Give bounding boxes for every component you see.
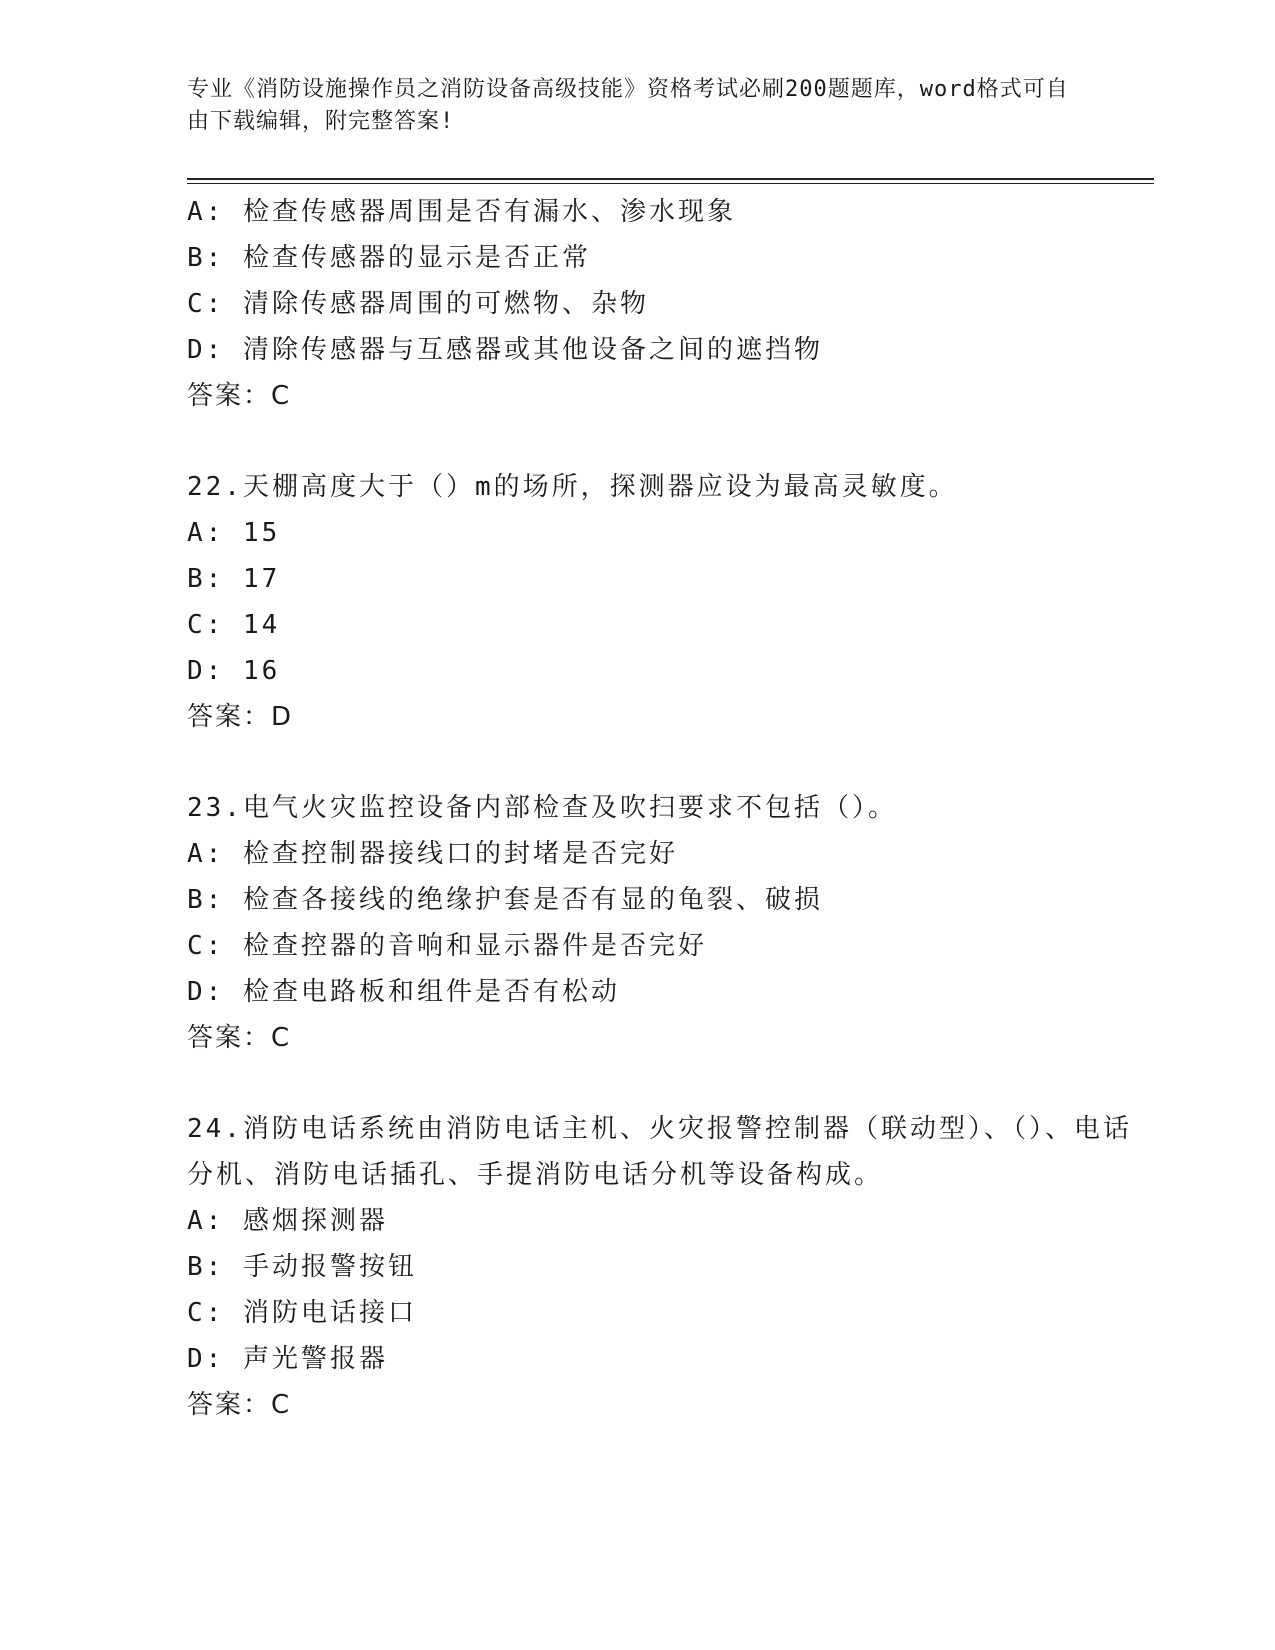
answer: 答案：D [187, 702, 294, 732]
option-d: D: 检查电路板和组件是否有松动 [187, 977, 620, 1007]
question-24 [187, 1106, 1147, 1428]
option-b: B: 检查各接线的绝缘护套是否有显的龟裂、破损 [187, 885, 823, 915]
option-c: C: 检查控器的音响和显示器件是否完好 [187, 931, 707, 961]
question-continued [187, 189, 1147, 419]
option-d: D: 16 [187, 656, 281, 686]
option-c: C: 14 [187, 610, 281, 640]
option-a: A: 感烟探测器 [187, 1206, 388, 1236]
answer: 答案：C [187, 1023, 292, 1053]
option-d: D: 清除传感器与互感器或其他设备之间的遮挡物 [187, 335, 823, 365]
header-rule-thick [187, 178, 1154, 180]
question-text: 22.天棚高度大于（）m的场所，探测器应设为最高灵敏度。 [187, 472, 958, 502]
option-b: B: 检查传感器的显示是否正常 [187, 243, 591, 273]
question-text: 24.消防电话系统由消防电话主机、火灾报警控制器（联动型）、（）、电话分机、消防电话插孔、手提消防电话分机等设备构成。 [187, 1114, 1132, 1190]
option-a: A: 检查控制器接线口的封堵是否完好 [187, 839, 678, 869]
question-list [187, 189, 1147, 1428]
answer: 答案：C [187, 381, 292, 411]
option-b: B: 17 [187, 564, 281, 594]
header-rule-thin [187, 183, 1154, 184]
option-a: A: 检查传感器周围是否有漏水、渗水现象 [187, 197, 736, 227]
option-b: B: 手动报警按钮 [187, 1252, 417, 1282]
option-d: D: 声光警报器 [187, 1344, 388, 1374]
option-c: C: 清除传感器周围的可燃物、杂物 [187, 289, 649, 319]
answer: 答案：C [187, 1390, 292, 1420]
question-text: 23.电气火灾监控设备内部检查及吹扫要求不包括（）。 [187, 793, 897, 823]
option-c: C: 消防电话接口 [187, 1298, 417, 1328]
document-header: 专业《消防设施操作员之消防设备高级技能》资格考试必刷200题题库，word格式可自由下载编辑，附完整答案! [187, 77, 1069, 134]
option-a: A: 15 [187, 518, 281, 548]
question-23 [187, 785, 1147, 1061]
question-22 [187, 464, 1147, 740]
